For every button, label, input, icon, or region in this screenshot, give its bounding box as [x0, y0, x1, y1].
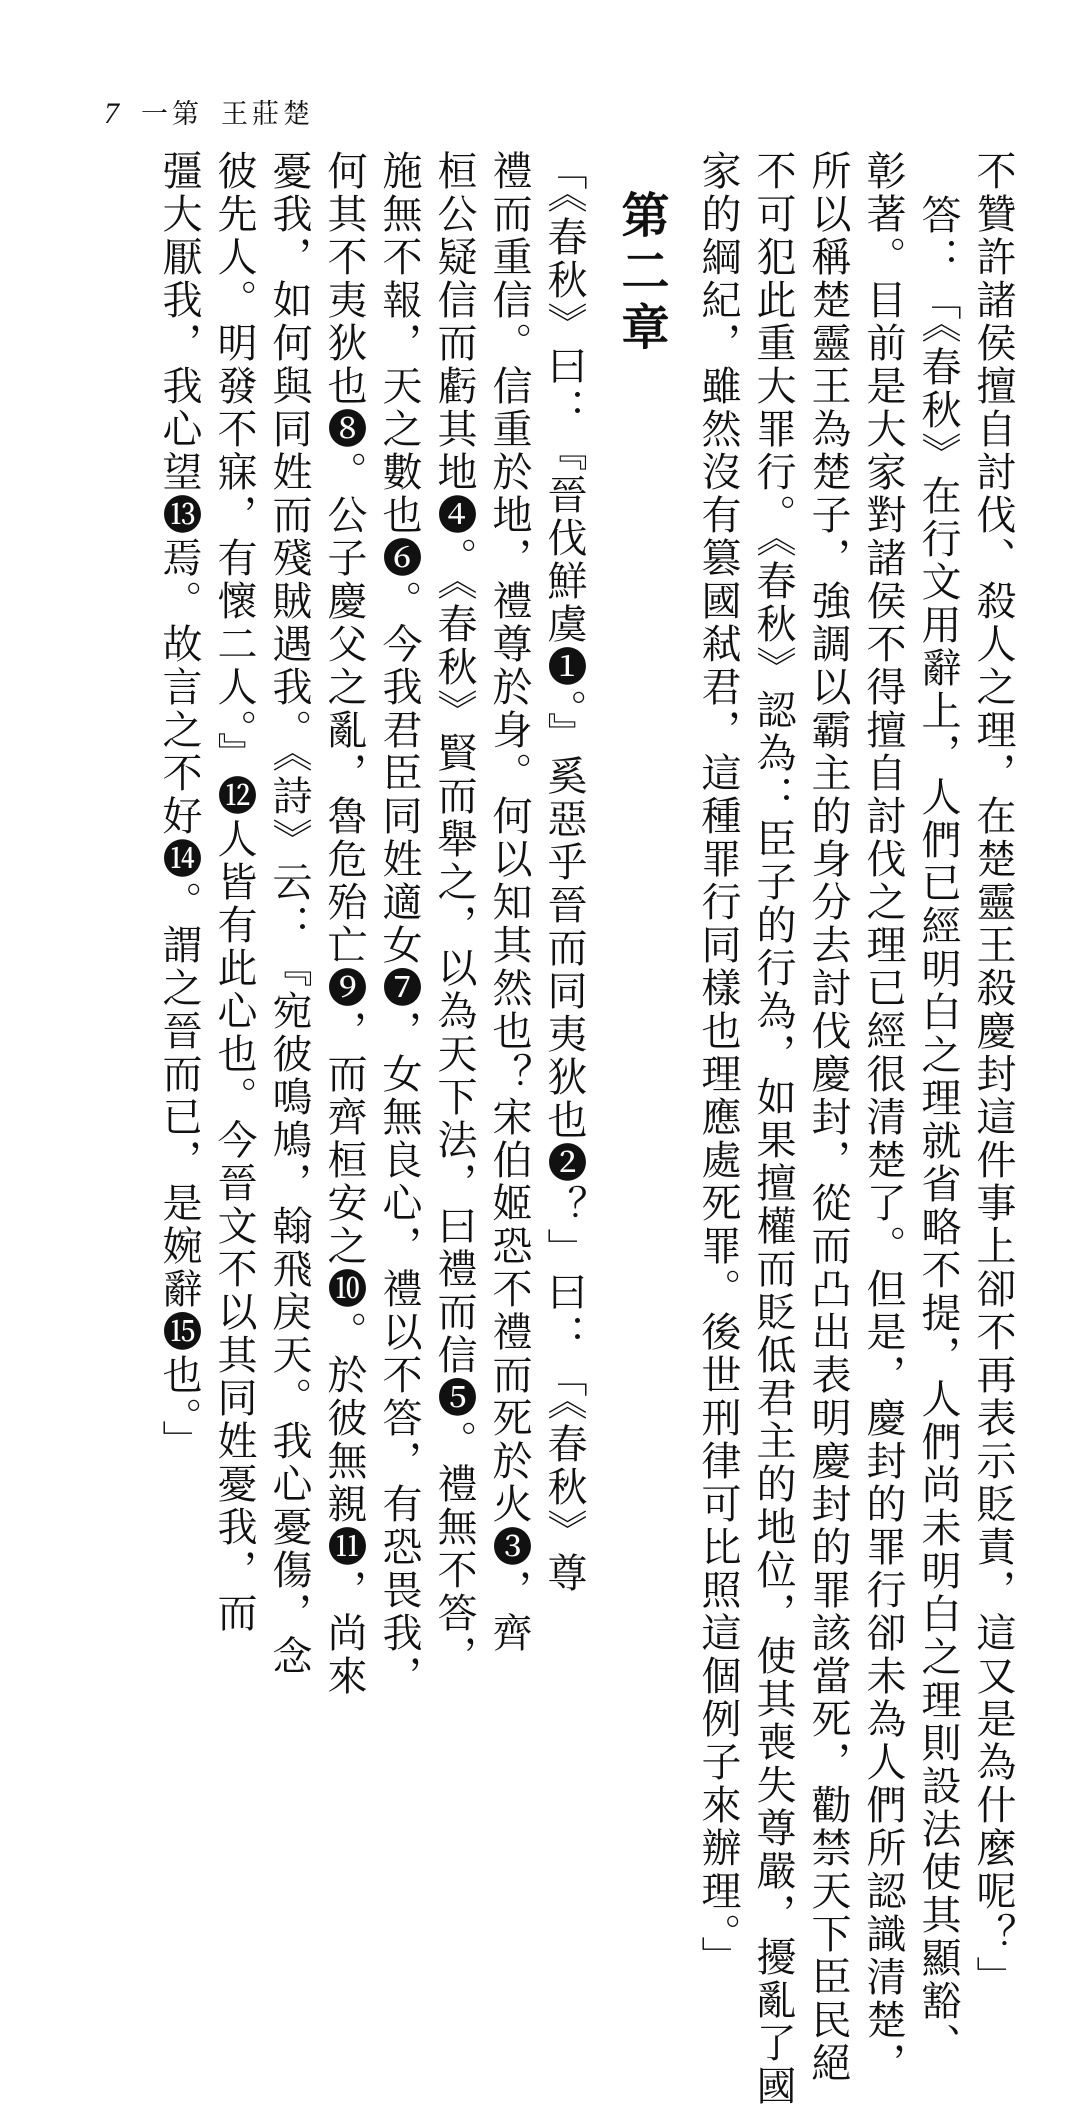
- text-column: 何其不夷狄也❽。公子慶父之亂，魯危殆亡❾，而齊桓安之❿。於彼無親⓫，尚來: [321, 150, 367, 1698]
- page-header: [104, 92, 314, 131]
- text-column: 施無不報，天之數也❻。今我君臣同姓適女❼，女無良心，禮以不答，有恐畏我，: [376, 150, 422, 1698]
- text-column: 彊大厭我，我心望⓭焉。故言之不好⓮。謂之晉而已，是婉辭⓯也。」: [156, 150, 202, 1463]
- section-label: 一第: [141, 99, 203, 130]
- text-column: 彼先人。明發不寐，有懷二人。』⓬人皆有此心也。今晉文不以其同姓憂我，而: [211, 150, 257, 1635]
- text-column: 家的綱紀，雖然沒有篡國弒君，這種罪行同樣也理應處死罪。後世刑律可比照這個例子來辦理。」: [695, 150, 741, 1979]
- text-column: 禮而重信。信重於地，禮尊於身。何以知其然也？宋伯姬恐不禮而死於火❸，齊: [486, 150, 532, 1655]
- running-title: 王莊楚: [221, 99, 314, 130]
- text-column: 不可犯此重大罪行。《春秋》認為：臣子的行為，如果擅權而貶低君主的地位，使其喪失尊嚴，擾亂了國: [750, 150, 796, 2108]
- text-column: 彰著。目前是大家對諸侯不得擅自討伐之理已經很清楚了。但是，慶封的罪行卻未為人們所認識清楚，: [860, 150, 906, 2085]
- text-column: 所以稱楚靈王為楚子，強調以霸主的身分去討伐慶封，從而凸出表明慶封的罪該當死，勸禁天下臣民絕: [805, 150, 851, 2085]
- vertical-text-body: [40, 150, 1020, 2108]
- text-column: 桓公疑信而虧其地❹。《春秋》賢而舉之，以為天下法，曰禮而信❺。禮無不答，: [431, 150, 477, 1678]
- page-number: 7: [104, 97, 123, 130]
- chapter-heading: 第二章: [613, 190, 669, 358]
- text-column: 答：「《春秋》在行文用辭上，人們已經明白之理就省略不提，人們尚未明白之理則設法使其顯豁、: [915, 194, 961, 2066]
- text-column: 不贊許諸侯擅自討伐、殺人之理，在楚靈王殺慶封這件事上卻不再表示貶責，這又是為什麼呢？」: [970, 150, 1016, 1999]
- text-column: 「《春秋》曰：『晉伐鮮虞❶。』奚惡乎晉而同夷狄也❷？」曰：「《春秋》尊: [541, 150, 587, 1595]
- text-column: 憂我，如何與同姓而殘賊遇我。《詩》云：『宛彼鳴鳩，翰飛戾天。我心憂傷，念: [266, 150, 312, 1678]
